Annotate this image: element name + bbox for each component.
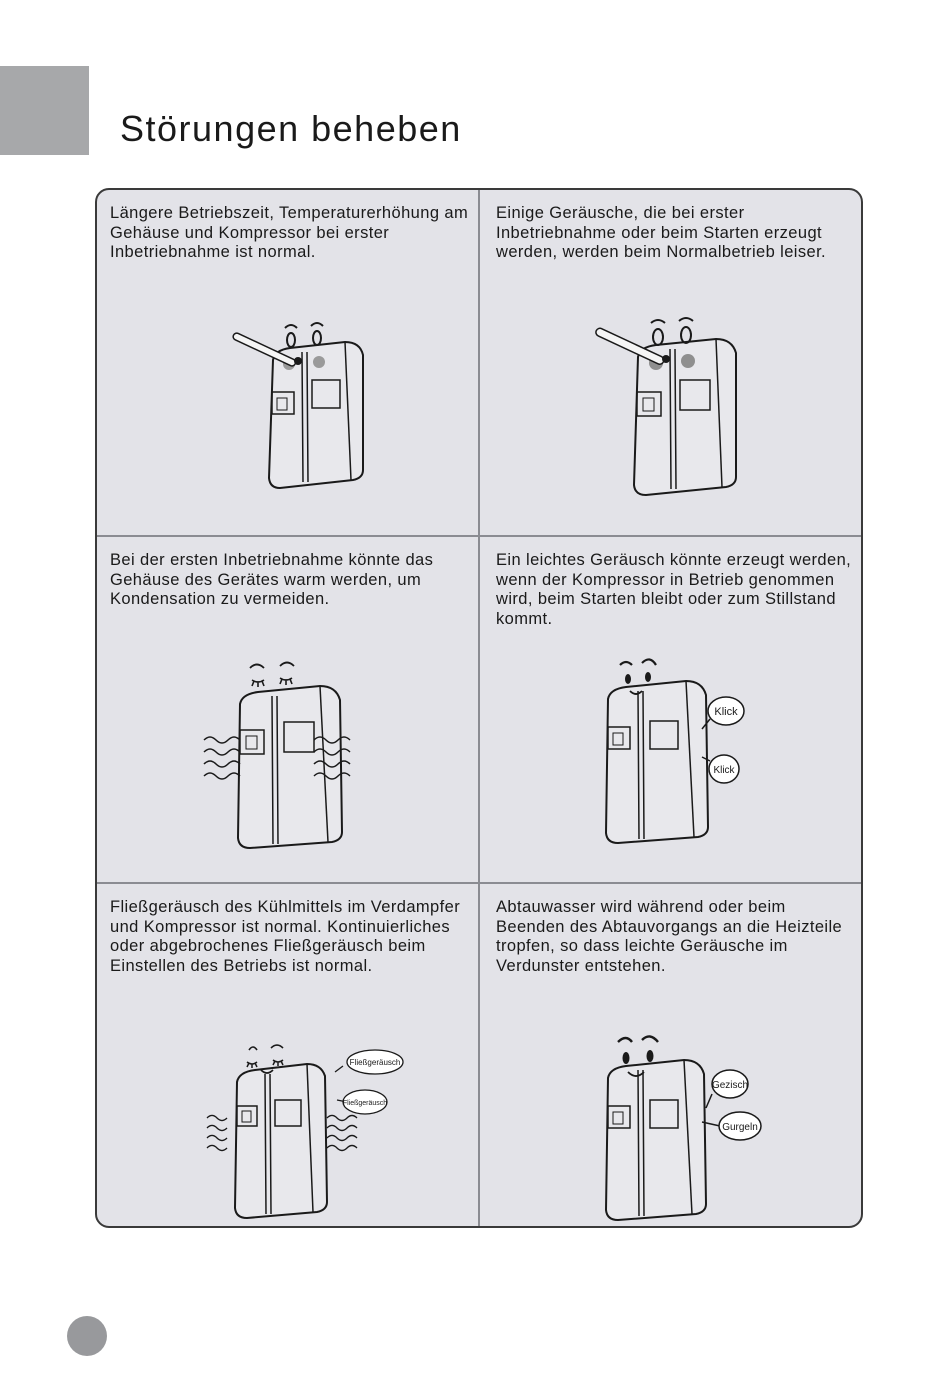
fridge-thermometer-icon bbox=[235, 320, 375, 500]
bubble-label: Gurgeln bbox=[722, 1122, 758, 1133]
fridge-thermometer-icon bbox=[598, 317, 748, 507]
fridge-warm-icon bbox=[202, 662, 362, 862]
cell-description: Abtauwasser wird während oder beim Beenden des Abtauvorgangs an die Heizteile tropfen, so dass leichte Geräusche im Verdunster entstehen. bbox=[496, 898, 843, 975]
bubble-label: Klick bbox=[713, 765, 735, 776]
troubleshooting-cell bbox=[97, 537, 480, 884]
troubleshooting-cell bbox=[97, 884, 480, 1228]
section-tab-marker bbox=[0, 66, 89, 155]
page-title: Störungen beheben bbox=[120, 108, 462, 149]
cell-description: Bei der ersten Inbetriebnahme könnte das Gehäuse des Gerätes warm werden, um Kondensation zu vermeiden. bbox=[110, 551, 434, 609]
bubble-label: Gezisch bbox=[711, 1080, 749, 1091]
bubble-label: Klick bbox=[714, 706, 738, 718]
fridge-flow-icon bbox=[207, 1044, 417, 1224]
cell-description: Ein leichtes Geräusch könnte erzeugt werden, wenn der Kompressor in Betrieb genommen wird, beim Starten bleibt oder zum Stillstand kommt. bbox=[496, 551, 852, 628]
troubleshooting-cell bbox=[97, 190, 480, 537]
fridge-defrost-icon bbox=[600, 1034, 800, 1224]
troubleshooting-cell bbox=[480, 537, 863, 884]
cell-description: Fließgeräusch des Kühlmittels im Verdampfer und Kompressor ist normal. Kontinuierliches oder abgebrochenes Fließgeräusch beim Einstellen des Betriebs ist normal. bbox=[110, 898, 461, 975]
troubleshooting-cell bbox=[480, 190, 863, 537]
bubble-label: Fließgeräusch bbox=[342, 1100, 388, 1107]
troubleshooting-cell bbox=[480, 884, 863, 1228]
page-number-dot bbox=[67, 1316, 107, 1356]
cell-description: Längere Betriebszeit, Temperaturerhöhung am Gehäuse und Kompressor bei erster Inbetriebnahme ist normal. bbox=[110, 204, 469, 262]
troubleshooting-grid bbox=[95, 188, 863, 1228]
bubble-label: Fließgeräusch bbox=[349, 1058, 401, 1067]
fridge-click-icon bbox=[598, 657, 758, 847]
cell-description: Einige Geräusche, die bei erster Inbetriebnahme oder beim Starten erzeugt werden, werden beim Normalbetrieb leiser. bbox=[496, 204, 827, 262]
